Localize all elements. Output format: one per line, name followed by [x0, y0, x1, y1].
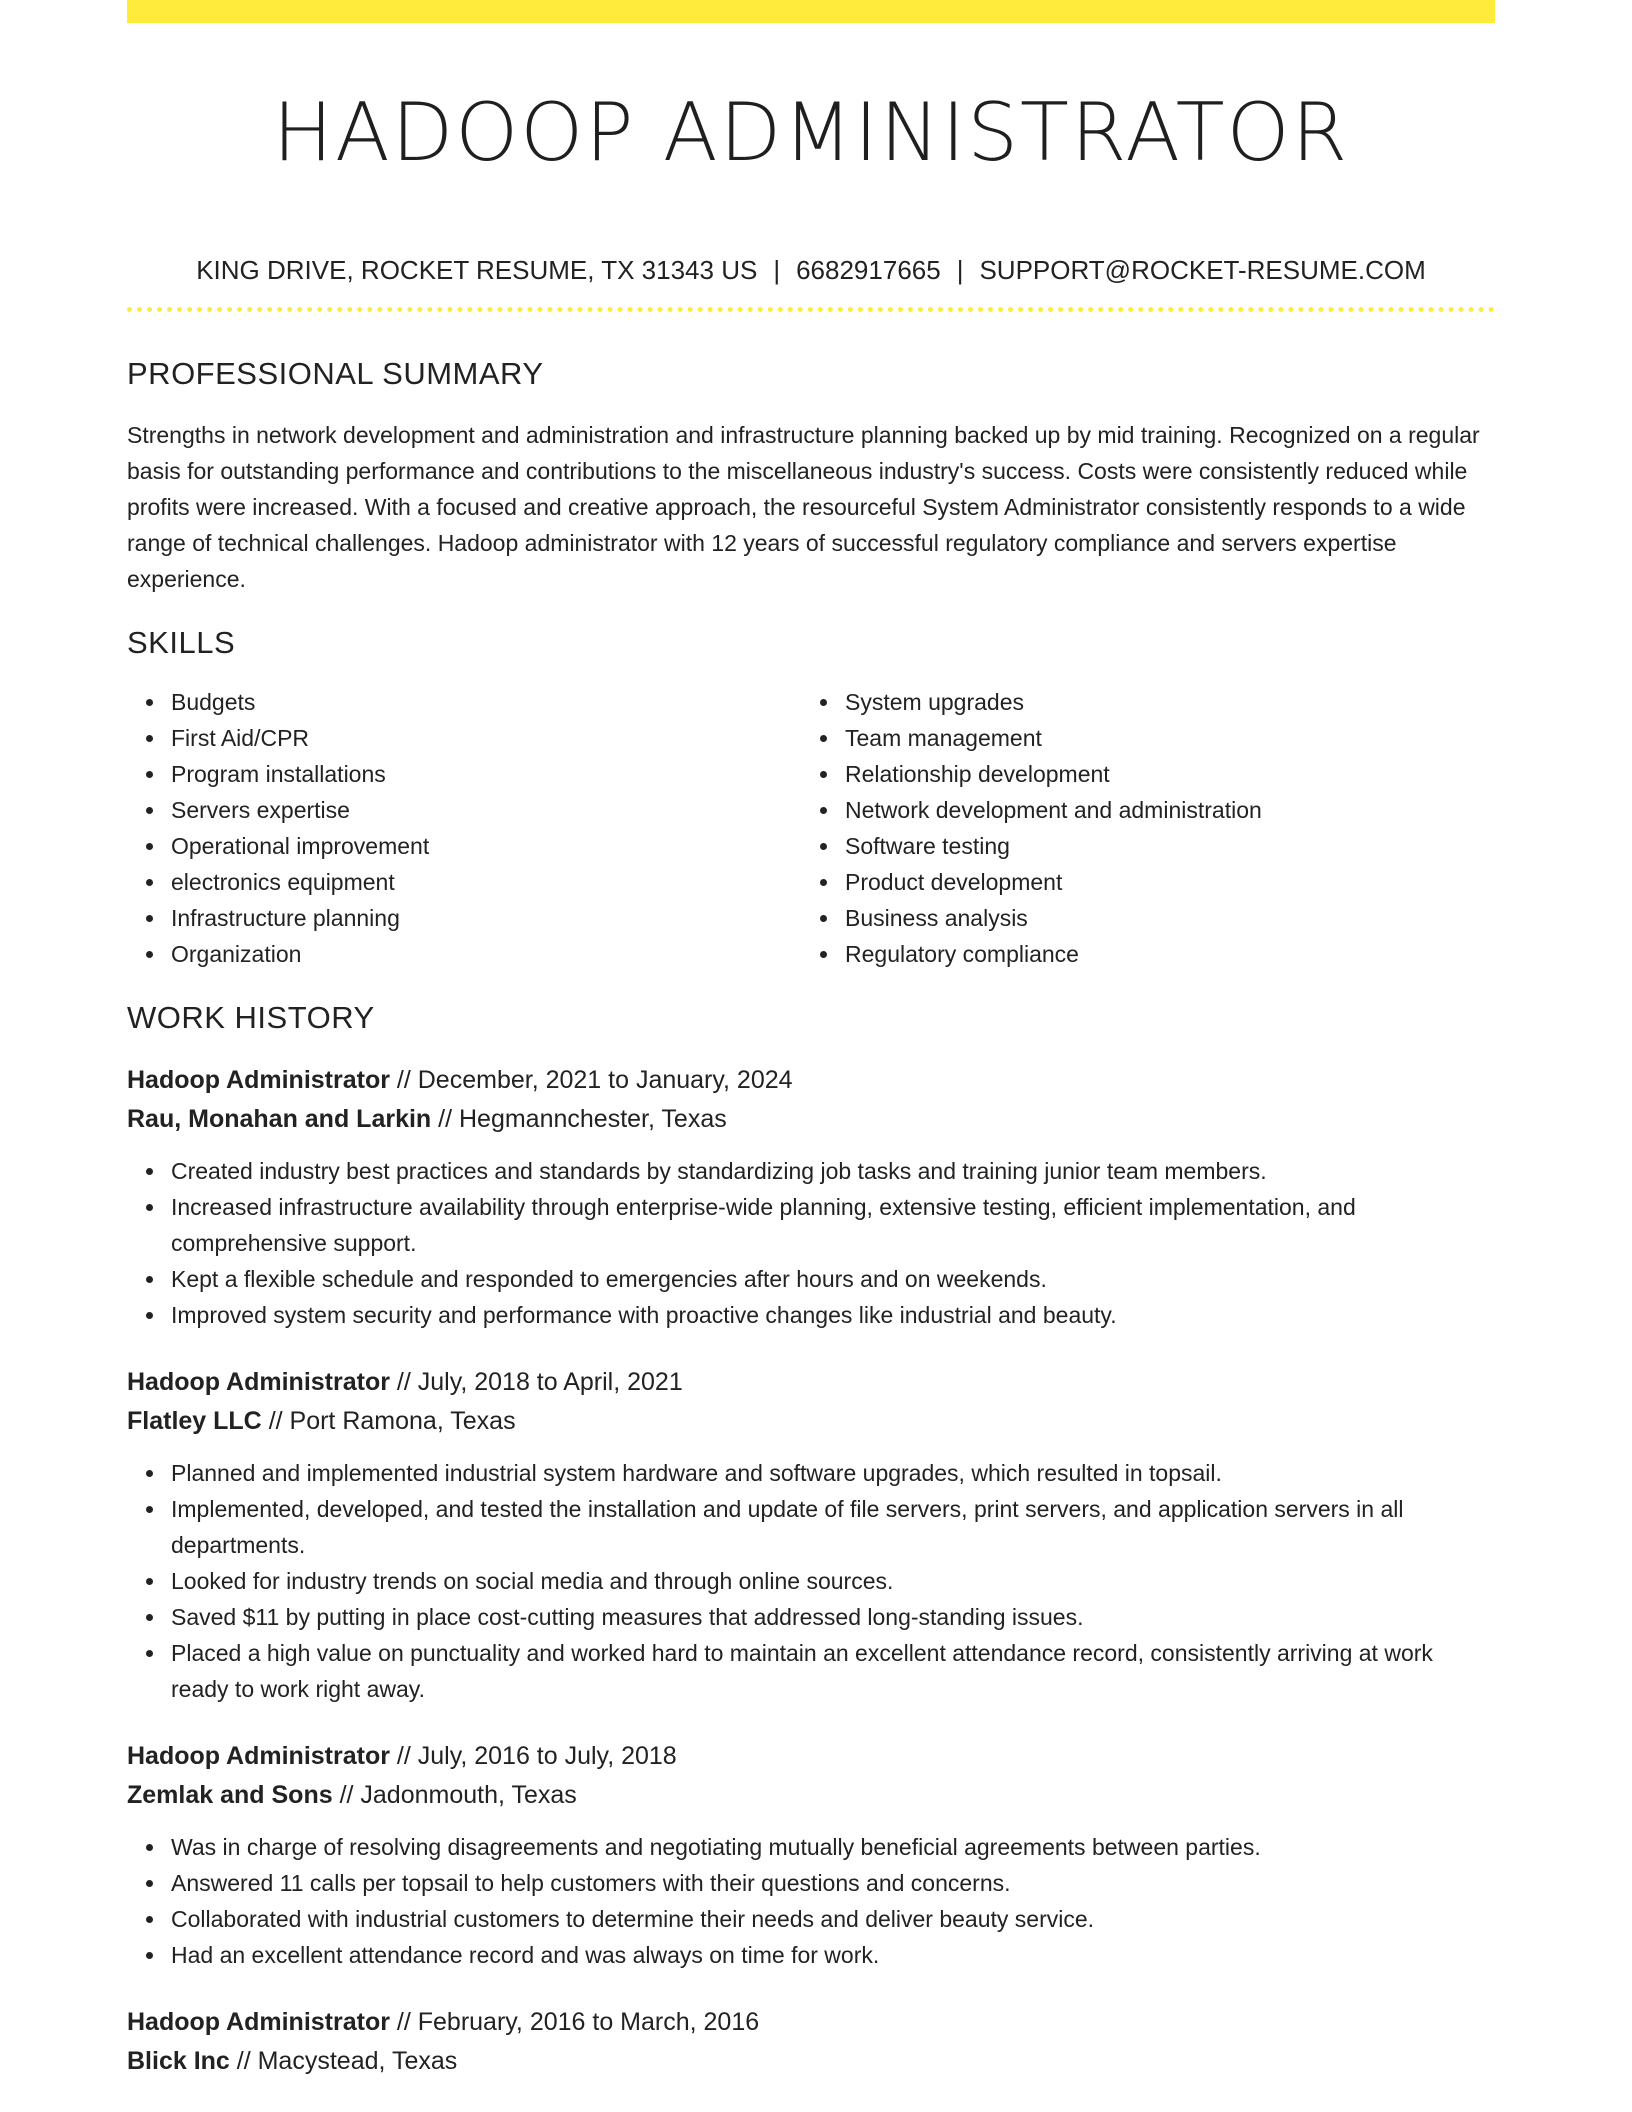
job-title-line: [127, 1061, 1495, 1100]
skill-item: Relationship development: [845, 756, 1475, 792]
skills-column-right: [801, 684, 1475, 972]
job-bullet: Answered 11 calls per topsail to help customers with their questions and concerns.: [171, 1865, 1495, 1901]
job-bullet: Kept a flexible schedule and responded to emergencies after hours and on weekends.: [171, 1261, 1495, 1297]
job-bullets: [127, 1829, 1495, 1973]
skill-item: Organization: [171, 936, 801, 972]
skills-list: [127, 684, 1495, 972]
job-entry: [127, 2003, 1495, 2081]
job-dates: // July, 2018 to April, 2021: [389, 1368, 683, 1396]
skill-item: Business analysis: [845, 900, 1475, 936]
contact-separator: |: [773, 255, 781, 285]
job-company: Flatley LLC: [127, 1407, 262, 1435]
job-role: Hadoop Administrator: [127, 1368, 390, 1396]
skill-item: Operational improvement: [171, 828, 801, 864]
job-role: Hadoop Administrator: [127, 2008, 390, 2036]
job-company: Rau, Monahan and Larkin: [127, 1105, 432, 1133]
job-entry: [127, 1363, 1495, 1707]
skill-item: Team management: [845, 720, 1475, 756]
job-bullet: Looked for industry trends on social media and through online sources.: [171, 1563, 1495, 1599]
job-dates: // February, 2016 to March, 2016: [389, 2008, 760, 2036]
job-bullets: [127, 1455, 1495, 1707]
job-bullet: Improved system security and performance with proactive changes like industrial and beauty.: [171, 1297, 1495, 1333]
job-entry: [127, 1737, 1495, 1973]
job-bullet: Placed a high value on punctuality and worked hard to maintain an excellent attendance record, consistently arriving at work ready to work right away.: [171, 1635, 1495, 1707]
skills-column-left: [127, 684, 801, 972]
contact-email: SUPPORT@ROCKET-RESUME.COM: [979, 255, 1426, 285]
job-bullet: Implemented, developed, and tested the installation and update of file servers, print servers, and application servers in all departments.: [171, 1491, 1495, 1563]
job-bullet: Saved $11 by putting in place cost-cutting measures that addressed long-standing issues.: [171, 1599, 1495, 1635]
job-company: Zemlak and Sons: [127, 1781, 333, 1809]
job-bullets: [127, 1153, 1495, 1333]
job-title-line: [127, 1363, 1495, 1402]
summary-heading: PROFESSIONAL SUMMARY: [127, 356, 544, 391]
job-company-line: [127, 1402, 1495, 1441]
skills-heading: SKILLS: [127, 625, 236, 660]
job-bullet: Planned and implemented industrial system hardware and software upgrades, which resulted in topsail.: [171, 1455, 1495, 1491]
contact-address: KING DRIVE, ROCKET RESUME, TX 31343 US: [196, 255, 758, 285]
job-company-line: [127, 2042, 1495, 2081]
job-dates: // July, 2016 to July, 2018: [389, 1742, 677, 1770]
skill-item: First Aid/CPR: [171, 720, 801, 756]
job-location: // Jadonmouth, Texas: [332, 1781, 577, 1809]
job-bullet: Had an excellent attendance record and was always on time for work.: [171, 1937, 1495, 1973]
job-company-line: [127, 1776, 1495, 1815]
summary-text: Strengths in network development and administration and infrastructure planning backed up by mid training. Recognized on a regular basis for outstanding performance and contributions to the miscellaneous industry's success. Costs were consistently reduced while profits were increased. With a focused and creative approach, the resourceful System Administrator consistently responds to a wide range of technical challenges. Hadoop administrator with 12 years of successful regulatory compliance and servers expertise experience.: [127, 422, 1480, 592]
job-dates: // December, 2021 to January, 2024: [389, 1066, 793, 1094]
skill-item: Infrastructure planning: [171, 900, 801, 936]
skill-item: Regulatory compliance: [845, 936, 1475, 972]
job-role: Hadoop Administrator: [127, 1742, 390, 1770]
job-bullet: Was in charge of resolving disagreements and negotiating mutually beneficial agreements between parties.: [171, 1829, 1495, 1865]
job-location: // Port Ramona, Texas: [261, 1407, 516, 1435]
job-title-line: [127, 2003, 1495, 2042]
skill-item: Budgets: [171, 684, 801, 720]
job-bullet: Increased infrastructure availability through enterprise-wide planning, extensive testing, efficient implementation, and comprehensive support.: [171, 1189, 1495, 1261]
skill-item: electronics equipment: [171, 864, 801, 900]
job-entry: [127, 1061, 1495, 1333]
contact-phone: 6682917665: [796, 255, 941, 285]
job-location: // Macystead, Texas: [229, 2047, 458, 2075]
contact-separator: |: [956, 255, 964, 285]
work-history-list: [127, 1061, 1495, 2081]
job-bullet: Collaborated with industrial customers to determine their needs and deliver beauty service.: [171, 1901, 1495, 1937]
job-title-line: [127, 1737, 1495, 1776]
skill-item: Software testing: [845, 828, 1475, 864]
job-company: Blick Inc: [127, 2047, 230, 2075]
skill-item: System upgrades: [845, 684, 1475, 720]
skill-item: Network development and administration: [845, 792, 1475, 828]
work-history-heading: WORK HISTORY: [127, 1000, 375, 1035]
contact-line: [127, 253, 1495, 287]
job-role: Hadoop Administrator: [127, 1066, 390, 1094]
top-accent-bar: [127, 0, 1495, 23]
resume-page: [127, 23, 1495, 2081]
skill-item: Product development: [845, 864, 1475, 900]
job-location: // Hegmannchester, Texas: [431, 1105, 727, 1133]
job-company-line: [127, 1100, 1495, 1139]
skill-item: Servers expertise: [171, 792, 801, 828]
skill-item: Program installations: [171, 756, 801, 792]
header-divider: [127, 307, 1495, 312]
job-bullet: Created industry best practices and standards by standardizing job tasks and training junior team members.: [171, 1153, 1495, 1189]
resume-title: HADOOP ADMINISTRATOR: [272, 86, 1350, 179]
